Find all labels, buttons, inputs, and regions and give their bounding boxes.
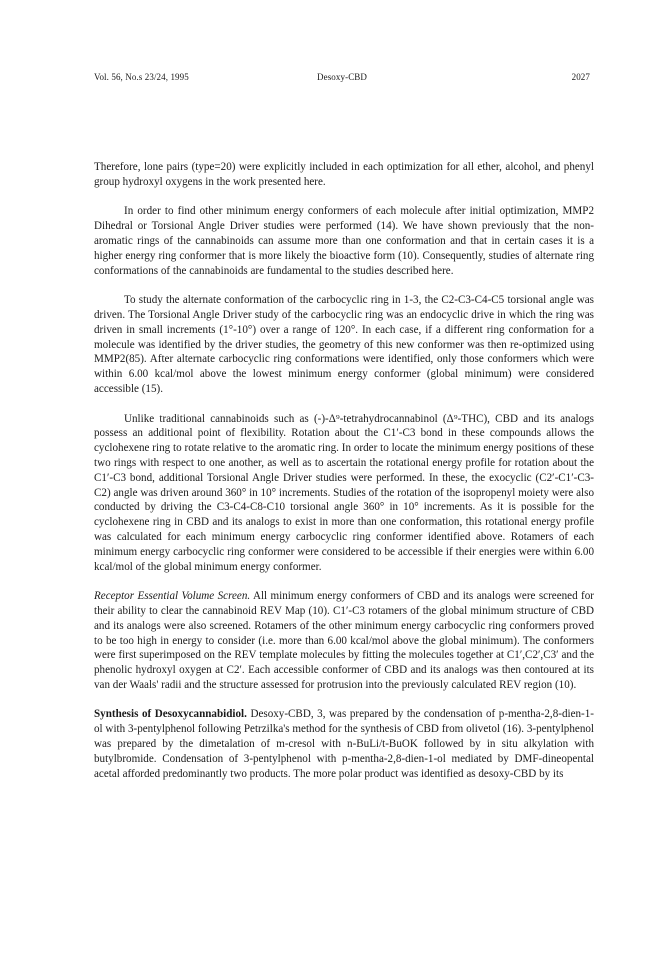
paragraph-3: To study the alternate conformation of the carbocyclic ring in 1-3, the C2-C3-C4-C5 torsional angle was driven. The Torsional Angle Driver study of the carbocyclic ring was an endocyclic drive in which the ring was driven in small increments (1°-10°) over a range of 120°. In each case, if a different ring conformation for a molecule was identified by the driver studies, the geometry of this new conformer was then re-optimized using MMP2(85). After alternate carbocyclic ring conformations were identified, only those conformers which were within 6.00 kcal/mol above the lowest minimum energy conformer (global minimum) were considered accessible (15). [94, 294, 594, 395]
journal-volume: Vol. 56, No.s 23/24, 1995 [94, 72, 189, 82]
running-header [94, 72, 590, 86]
page-number: 2027 [571, 72, 590, 82]
rev-screen-text: All minimum energy conformers of CBD and its analogs were screened for their ability to clear the cannabinoid REV Map (10). C1′-C3 rotamers of the global minimum structure of CBD and its analogs were also screened. Rotamers of the other minimum energy carbocyclic ring conformers proved to be too high in energy to consider (i.e. more than 6.00 kcal/mol above the global minimum). The conformers were first superimposed on the REV template molecules by fitting the molecules together at C1′,C2′,C3′ and the phenolic hydroxyl oxygen at C2′. Each accessible conformer of CBD and its analogs was then contoured at its van der Waals' radii and the structure assessed for protrusion into the previously calculated REV region (10). [94, 590, 594, 691]
paragraph-6 [94, 707, 594, 781]
paragraph-4: Unlike traditional cannabinoids such as (-)-Δ⁹-tetrahydrocannabinol (Δ⁹-THC), CBD and its analogs possess an additional point of flexibility. Rotation about the C1′-C3 bond in these compounds allows the cyclohexene ring to rotate relative to the aromatic ring. In order to locate the minimum energy positions of these two rings with respect to one another, as well as to ascertain the rotational energy profile for rotation about the C1′-C3 bond, additional Torsional Angle Driver studies were performed. In these, the exocyclic (C2′-C1′-C3-C2) angle was driven around 360° in 10° increments. Studies of the rotation of the isopropenyl moiety were also conducted by driving the C3-C4-C8-C10 torsional angle 360° in 10° increments. As it is possible for the cyclohexene ring in CBD and its analogs to exist in more than one conformation, this rotational energy profile was calculated for each minimum energy carbocyclic ring conformer identified above. Rotamers of each minimum energy carbocyclic ring conformer were considered to be accessible if their energies were within 6.00 kcal/mol of the global minimum energy conformer. [94, 412, 594, 573]
rev-screen-heading: Receptor Essential Volume Screen. [94, 590, 251, 603]
synthesis-text: Desoxy-CBD, 3, was prepared by the condensation of p-mentha-2,8-dien-1-ol with 3-pentylphenol following Petrzilka's method for the synthesis of CBD from olivetol (16). 3-pentylphenol was prepared by the dimetalation of m-cresol with n-BuLi/t-BuOK followed by in situ alkylation with butylbromide. Condensation of 3-pentylphenol with p-mentha-2,8-dien-1-ol mediated by DMF-dineopental acetal afforded predominantly two products. The more polar product was identified as desoxy-CBD by its [94, 708, 594, 780]
running-title: Desoxy-CBD [317, 72, 367, 82]
synthesis-heading: Synthesis of Desoxycannabidiol. [94, 708, 247, 721]
article-body [94, 160, 594, 796]
paragraph-1: Therefore, lone pairs (type=20) were explicitly included in each optimization for all ether, alcohol, and phenyl group hydroxyl oxygens in the work presented here. [94, 161, 594, 188]
paragraph-5 [94, 589, 594, 693]
paragraph-2: In order to find other minimum energy conformers of each molecule after initial optimization, MMP2 Dihedral or Torsional Angle Driver studies were performed (14). We have shown previously that the non-aromatic rings of the cannabinoids can assume more than one conformation and that in certain cases it is a higher energy ring conformer that is more likely the bioactive form (10). Consequently, studies of alternate ring conformations of the cannabinoids are fundamental to the studies described here. [94, 205, 594, 277]
